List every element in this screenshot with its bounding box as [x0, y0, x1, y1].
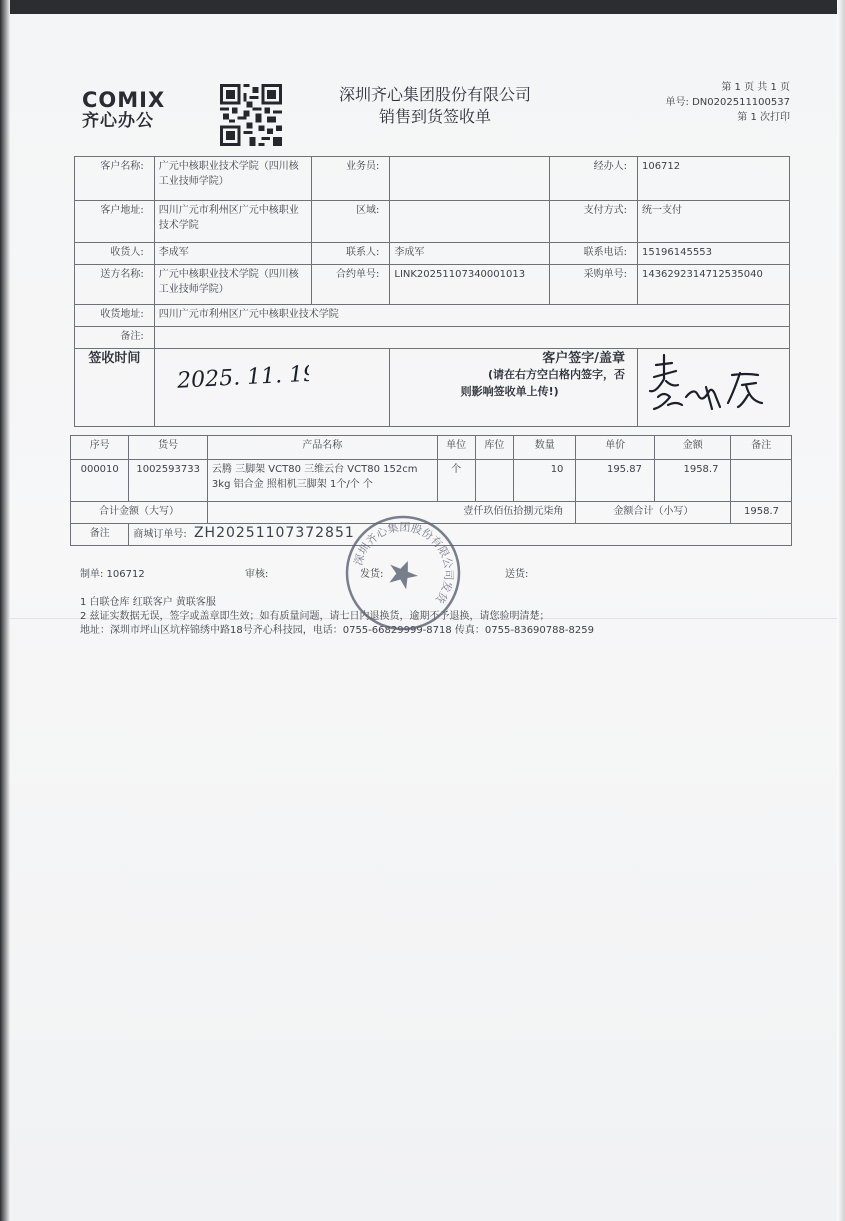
col-seq: 序号 [71, 436, 129, 460]
row-qty: 10 [514, 460, 576, 502]
ship-to-label: 送方名称: [75, 265, 155, 305]
row-unit: 个 [437, 460, 475, 502]
region-label: 区域: [312, 201, 390, 243]
remark-label: 备注: [75, 327, 155, 349]
consignee-value: 李成军 [154, 243, 312, 265]
col-location: 库位 [475, 436, 513, 460]
phone-value: 15196145553 [637, 243, 789, 265]
customer-name-label: 客户名称: [75, 157, 155, 201]
order-number: ZH20251107372851 [193, 525, 355, 541]
customer-info-table [74, 156, 790, 427]
sign-date-text: 2025. 11. 19 [176, 361, 309, 394]
photo-edge-left [0, 0, 10, 1221]
po-label: 采购单号: [550, 265, 638, 305]
phone-label: 联系电话: [550, 243, 638, 265]
sign-hint-line-1: (请在右方空白格内签字，否 [487, 368, 625, 381]
pick-label: 发货: [360, 569, 384, 580]
handler-value: 106712 [637, 157, 789, 201]
note-label: 备注 [71, 524, 129, 546]
delivery-address: 四川广元市利州区广元中核职业技术学院 [154, 305, 789, 327]
total-cn-value: 壹仟玖佰伍拾捌元柒角 [207, 502, 576, 524]
po-value: 1436292314712535040 [637, 265, 789, 305]
page-count: 第 1 页 共 1 页 [721, 82, 790, 93]
company-name: 深圳齐心集团股份有限公司 [338, 85, 531, 104]
customer-address: 四川广元市利州区广元中核职业技术学院 [154, 201, 312, 243]
company-logo [82, 90, 202, 132]
svg-text:深圳齐心集团股份有限公司发货专用章: 深圳齐心集团股份有限公司发货专用章 [351, 520, 456, 606]
payment-label: 支付方式: [550, 201, 638, 243]
customer-signature [642, 351, 782, 417]
maker: 制单: 106712 [80, 569, 145, 580]
customer-address-label: 客户地址: [75, 201, 155, 243]
print-count: 第 1 次打印 [737, 112, 790, 123]
customer-name: 广元中核职业技术学院（四川核工业技师学院） [154, 157, 312, 201]
total-num-label: 金额合计（小写） [576, 502, 731, 524]
row-product-name: 云腾 三脚架 VCT80 三维云台 VCT80 152cm 3kg 铝合金 照相机三脚架 1个/个 个 [207, 460, 437, 502]
goods-header-row [71, 436, 792, 460]
sign-time-label: 签收时间 [88, 351, 141, 366]
col-unit: 单位 [437, 436, 475, 460]
signature-cell[interactable] [637, 349, 789, 427]
delivery-address-label: 收货地址: [75, 305, 155, 327]
review-label: 审核: [245, 569, 269, 580]
photo-edge-right [837, 0, 845, 1221]
table-row [71, 460, 792, 502]
contract-label: 合约单号: [312, 265, 390, 305]
ship-to-value: 广元中核职业技术学院（四川核工业技师学院） [154, 265, 312, 305]
company-seal-stamp [340, 510, 466, 636]
handler-label: 经办人: [550, 157, 638, 201]
copy-distribution: 1 白联仓库 红联客户 黄联客服 [80, 597, 216, 608]
sign-time-label-cell [75, 349, 155, 427]
photo-edge-top [0, 0, 845, 14]
handwritten-date [159, 351, 309, 395]
contract-value: LINK20251107340001013 [390, 265, 550, 305]
sign-time-cell [154, 349, 390, 427]
logo-chinese: 齐心办公 [82, 111, 154, 131]
total-num-value: 1958.7 [731, 502, 792, 524]
consignee-label: 收货人: [75, 243, 155, 265]
salesman-label: 业务员: [312, 157, 390, 201]
contact-value: 李成军 [390, 243, 550, 265]
contact-label: 联系人: [312, 243, 390, 265]
remark-value [154, 327, 789, 349]
col-amount: 金额 [654, 436, 731, 460]
total-cn-label: 合计金额（大写） [71, 502, 208, 524]
qr-code-icon [219, 84, 283, 146]
deliver-label: 送货: [505, 569, 529, 580]
document-number: 单号: DN0202511100537 [665, 97, 790, 108]
col-price: 单价 [576, 436, 655, 460]
sign-hint-line-2: 则影响签收单上传!) [460, 385, 559, 398]
logo-english: COMIX [82, 88, 166, 112]
col-remark: 备注 [731, 436, 792, 460]
region-value [390, 201, 550, 243]
page-info [640, 80, 790, 125]
company-address: 地址：深圳市坪山区坑梓锦绣中路18号齐心科技园，电话：0755-66829999-8718 传真：0755-83690788-8259 [80, 625, 594, 636]
row-sku: 1002593733 [129, 460, 208, 502]
terms-note: 2 兹证实数据无误，签字或盖章即生效；如有质量问题，请七日内退换货，逾期不予退换，请您验明清楚； [80, 611, 550, 622]
sign-label-cell [390, 349, 638, 427]
row-price: 195.87 [576, 460, 655, 502]
col-name: 产品名称 [207, 436, 437, 460]
col-sku: 货号 [129, 436, 208, 460]
document-title: 销售到货签收单 [378, 107, 491, 126]
order-number-label: 商城订单号: [133, 529, 187, 540]
customer-sign-label: 客户签字/盖章 [542, 351, 625, 366]
row-location [475, 460, 513, 502]
salesman-value [390, 157, 550, 201]
row-amount: 1958.7 [654, 460, 731, 502]
col-qty: 数量 [514, 436, 576, 460]
payment-value: 统一支付 [637, 201, 789, 243]
row-remark [731, 460, 792, 502]
row-seq: 000010 [71, 460, 129, 502]
document-title-block [300, 84, 570, 128]
